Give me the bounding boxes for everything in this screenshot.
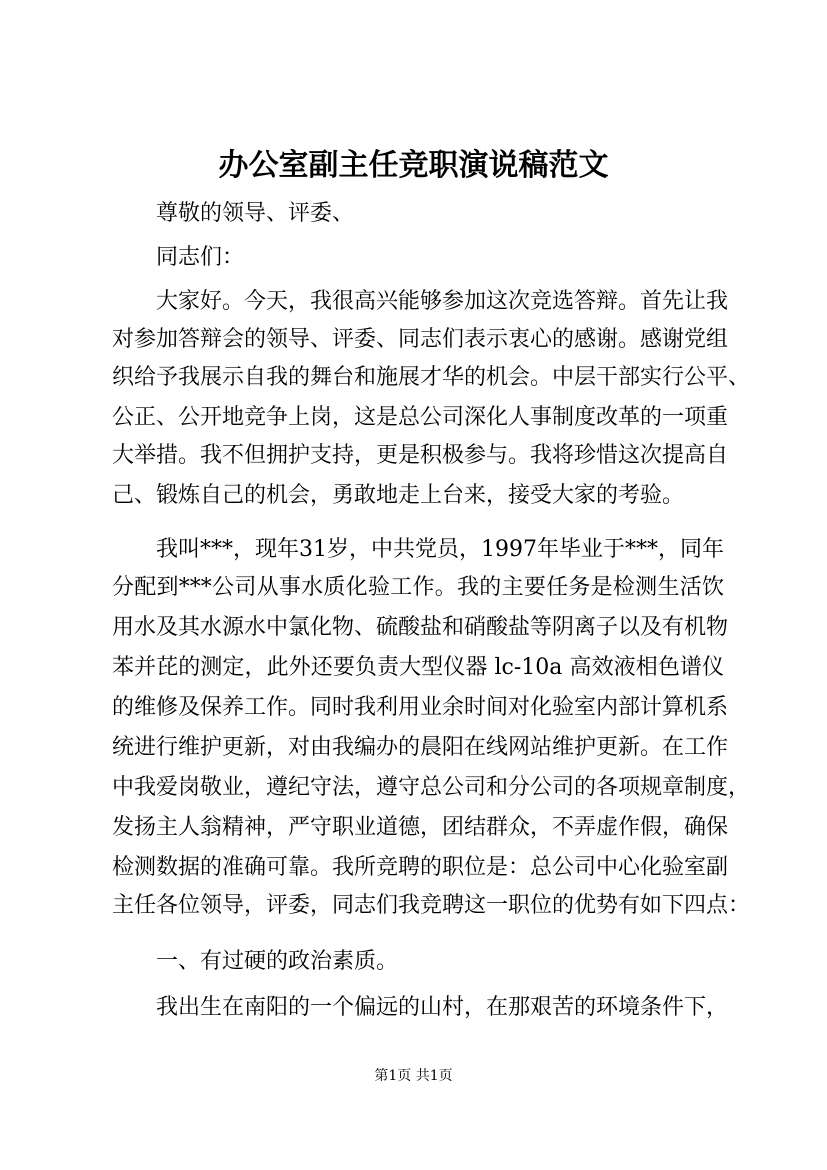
paragraph-line: 对参加答辩会的领导、评委、同志们表示衷心的感谢。感谢党组 <box>112 327 729 352</box>
paragraph-line: 发扬主人翁精神，严守职业道德，团结群众，不弄虚作假，确保 <box>112 815 729 840</box>
salutation-line: 同志们： <box>156 245 245 270</box>
paragraph-line: 统进行维护更新，对由我编办的晨阳在线网站维护更新。在工作 <box>112 735 729 760</box>
paragraph-line: 己、锻炼自己的机会，勇敢地走上台来，接受大家的考验。 <box>112 483 685 508</box>
paragraph-line: 织给予我展示自我的舞台和施展才华的机会。中层干部实行公平、 <box>112 365 751 390</box>
page-footer: 第1页 共1页 <box>374 1068 453 1084</box>
paragraph-line: 我叫***，现年31岁，中共党员，1997年毕业于***，同年 <box>156 537 724 562</box>
paragraph-line: 分配到***公司从事水质化验工作。我的主要任务是检测生活饮 <box>112 575 724 600</box>
paragraph-line: 中我爱岗敬业，遵纪守法，遵守总公司和分公司的各项规章制度， <box>112 775 751 800</box>
paragraph-line: 检测数据的准确可靠。我所竞聘的职位是：总公司中心化验室副 <box>112 855 729 880</box>
paragraph-line: 大举措。我不但拥护支持，更是积极参与。我将珍惜这次提高自 <box>112 443 729 468</box>
salutation-line: 尊敬的领导、评委、 <box>156 201 355 226</box>
paragraph-line: 用水及其水源水中氯化物、硫酸盐和硝酸盐等阴离子以及有机物 <box>112 615 729 640</box>
paragraph-line: 的维修及保养工作。同时我利用业余时间对化验室内部计算机系 <box>112 695 729 720</box>
document-title: 办公室副主任竞职演说稿范文 <box>218 148 609 183</box>
paragraph-line: 苯并芘的测定，此外还要负责大型仪器 lc-10a 高效液相色谱仪 <box>112 655 724 680</box>
paragraph-line: 我出生在南阳的一个偏远的山村，在那艰苦的环境条件下， <box>156 995 729 1020</box>
section-heading: 一、有过硬的政治素质。 <box>156 949 399 974</box>
paragraph-line: 主任各位领导，评委，同志们我竞聘这一职位的优势有如下四点： <box>112 893 751 918</box>
paragraph-line: 大家好。今天，我很高兴能够参加这次竞选答辩。首先让我 <box>156 289 729 314</box>
paragraph-line: 公正、公开地竞争上岗，这是总公司深化人事制度改革的一项重 <box>112 405 729 430</box>
